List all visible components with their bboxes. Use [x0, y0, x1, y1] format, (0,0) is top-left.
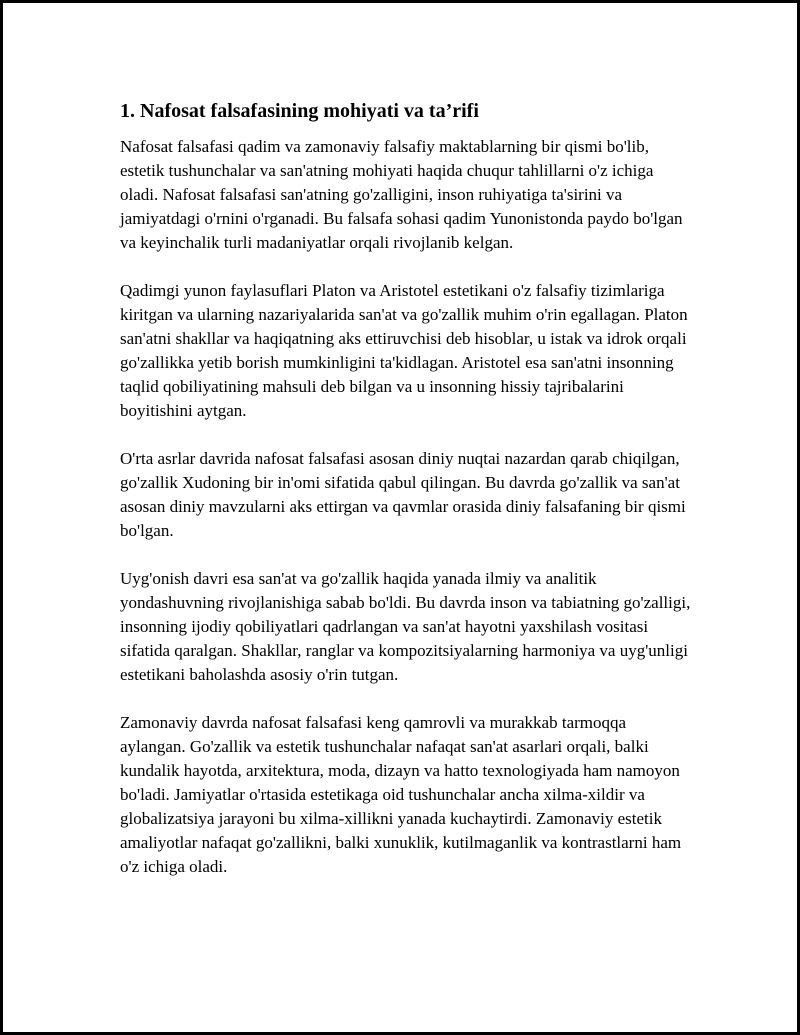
paragraph-4: Uyg'onish davri esa san'at va go'zallik haqida yanada ilmiy va analitik yondashuvning rivojlanishiga sabab bo'ldi. Bu davrda inson va tabiatning go'zalligi, insonning ijodiy qobiliyatlari qadrlangan va san'at hayotni yaxshilash vositasi sifatida qaralgan. Shakllar, ranglar va kompozitsiyalarning harmoniya va uyg'unligi estetikani baholashda asosiy o'rin tutgan.: [120, 569, 691, 684]
paragraph-3: O'rta asrlar davrida nafosat falsafasi asosan diniy nuqtai nazardan qarab chiqilgan, go'zallik Xudoning bir in'omi sifatida qabul qilingan. Bu davrda go'zallik va san'at asosan diniy mavzularni aks ettirgan va qavmlar orasida diniy falsafaning bir qismi bo'lgan.: [120, 449, 686, 540]
paragraph-1: Nafosat falsafasi qadim va zamonaviy falsafiy maktablarning bir qismi bo'lib, estetik tushunchalar va san'atning mohiyati haqida chuqur tahlillarni o'z ichiga oladi. Nafosat falsafasi san'atning go'zalligini, inson ruhiyatiga ta'sirini va jamiyatdagi o'rnini o'rganadi. Bu falsafa sohasi qadim Yunonistonda paydo bo'lgan va keyinchalik turli madaniyatlar orqali rivojlanib kelgan.: [120, 137, 683, 252]
paragraph-2: Qadimgi yunon faylasuflari Platon va Aristotel estetikani o'z falsafiy tizimlariga kiritgan va ularning nazariyalarida san'at va go'zallik muhim o'rin egallagan. Platon san'atni shakllar va haqiqatning aks ettiruvchisi deb hisoblar, u istak va idrok orqali go'zallikka yetib borish mumkinligini ta'kidlagan. Aristotel esa san'atni insonning taqlid qobiliyatining mahsuli deb bilgan va u insonning hissiy tajribalarini boyitishini aytgan.: [120, 281, 688, 420]
section-heading: 1. Nafosat falsafasining mohiyati va ta’rifi: [120, 100, 479, 122]
paragraph-5: Zamonaviy davrda nafosat falsafasi keng qamrovli va murakkab tarmoqqa aylangan. Go'zallik va estetik tushunchalar nafaqat san'at asarlari orqali, balki kundalik hayotda, arxitektura, moda, dizayn va hatto texnologiyada ham namoyon bo'ladi. Jamiyatlar o'rtasida estetikaga oid tushunchalar ancha xilma-xildir va globalizatsiya jarayoni bu xilma-xillikni yanada kuchaytirdi. Zamonaviy estetik amaliyotlar nafaqat go'zallikni, balki xunuklik, kutilmaganlik va kontrastlarni ham o'z ichiga oladi.: [120, 713, 682, 876]
document-body: [120, 96, 695, 903]
